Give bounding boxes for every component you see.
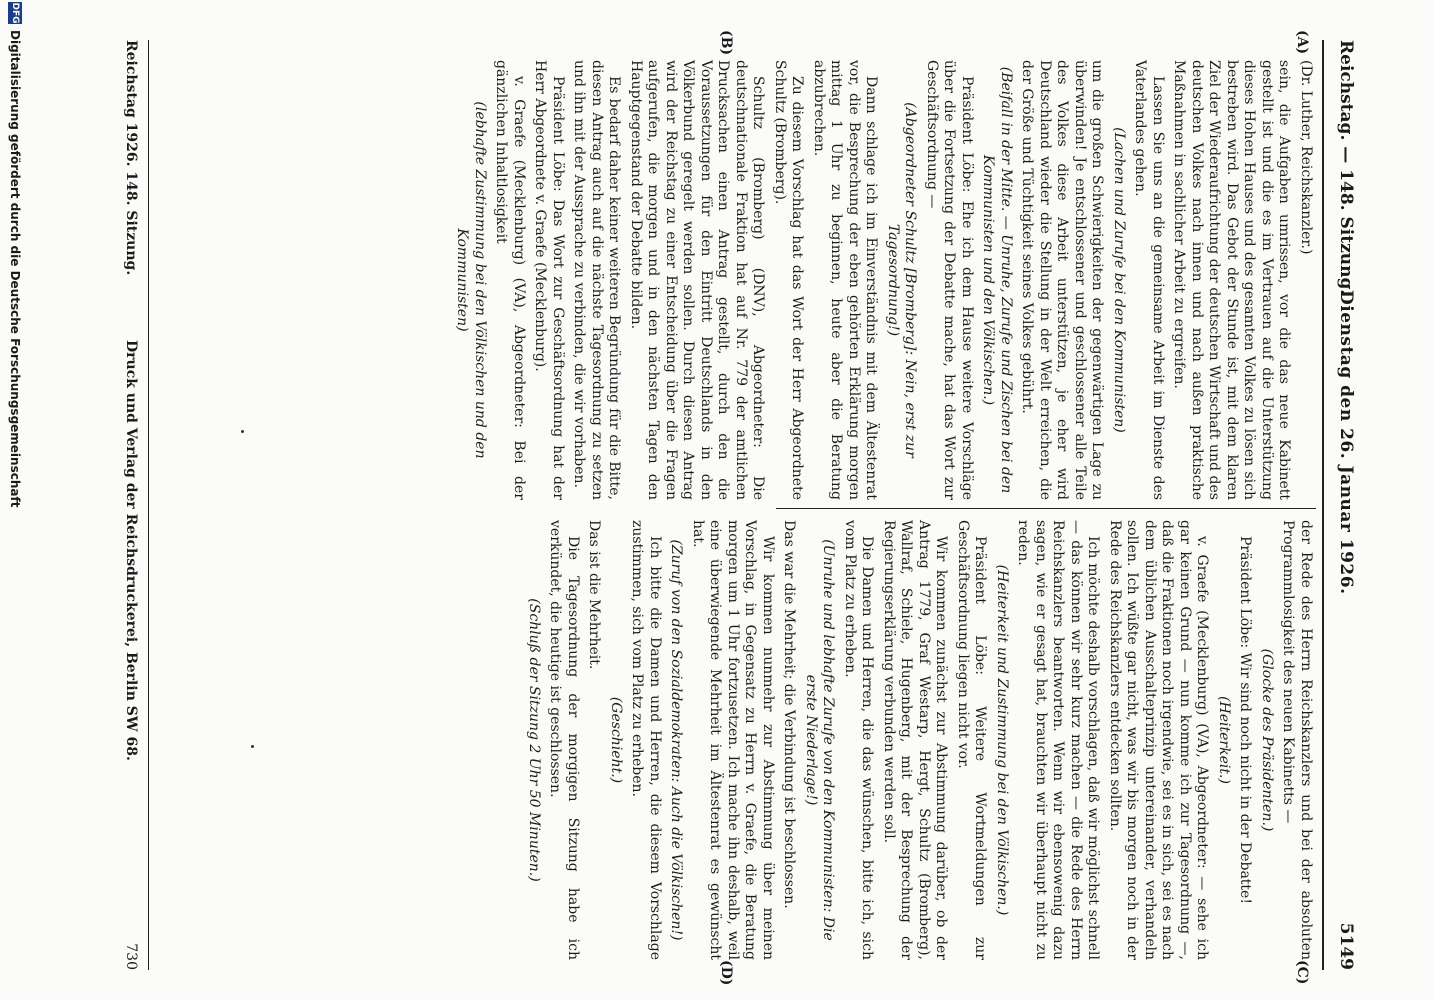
paragraph: Das war die Mehrheit; die Verbindung ist beschlossen. bbox=[781, 520, 798, 909]
paragraph: v. Graefe (Mecklenburg) (VA), Abgeordneter: — sehe ich gar keinen Grund — nun komme ich zur Tagesordnung —, daß die Fraktionen noch irgendwie, sei es in sich, sei es nach dem üblichen Ausschalteprinzip untereinander, verhandeln sollen. Ich wüßte gar nicht, was wir bis morgen noch in der Rede des Reichskanzlers entdecken sollten. bbox=[1107, 520, 1211, 960]
page-footer bbox=[109, 40, 139, 970]
paragraph: sein, die Aufgaben umrissen, vor die das neue Kabinett gestellt ist und die es im Vertrauen auf die Unterstützung dieses Hohen Hauses und des gesamten Volkes zu lösen sich bestreben wird. Das Gebot der Stunde ist, mit dem klaren Ziel der Wiederaufrichtung der deutschen Wirtschaft und des deutschen Volkes nach innen und nach außen praktische Maßnahmen in sachlicher Arbeit zu ergreifen. bbox=[1171, 60, 1293, 500]
paragraph: Wir kommen nunmehr zur Abstimmung über meinen Vorschlag, in Gegensatz zu Herrn v. Graefe, die Beratung morgen um 1 Uhr fortzusetzen. Ich mache ihn deshalb, weil eine überwiegende Mehrheit im Ältestenrat es gewünscht hat. bbox=[690, 520, 776, 960]
dfg-credit bbox=[4, 0, 24, 1000]
margin-mark-a: (A) bbox=[1294, 30, 1310, 55]
paragraph: Die Tagesordnung der morgigen Sitzung habe ich verkündet, die heutige ist geschlossen. bbox=[547, 520, 581, 960]
paragraph: Zu diesem Vorschlag hat das Wort der Herr Abgeordnete Schultz (Bromberg). bbox=[772, 60, 806, 500]
margin-mark-b: (B) bbox=[718, 30, 734, 56]
interjection: (Beifall in der Mitte. — Unruhe, Zurufe und Zischen bei den Kommunisten und den Völkischen.) bbox=[980, 66, 1014, 494]
paragraph: Es bedarf daher keiner weiteren Begründung für die Bitte, diesen Antrag auch auf die nächste Tagesordnung zu setzen und ihn mit der Aussprache zu verbinden, die wir vorhaben. bbox=[571, 60, 623, 500]
footer-session: Reichstag 1926. 148. Sitzung. bbox=[123, 40, 139, 276]
paragraph: v. Graefe (Mecklenburg) (VA), Abgeordneter: Bei der gänzlichen Inhaltlosigkeit bbox=[493, 60, 527, 500]
paragraph: Das ist die Mehrheit. bbox=[586, 520, 603, 670]
header-session: Reichstag. — 148. Sitzung. bbox=[1336, 40, 1356, 296]
paragraph: Ich möchte deshalb vorschlagen, daß wir möglichst schnell — das können wir sehr kurz machen — die Rede des Herrn Reichskanzlers beantworten. Wenn wir ebensowenig dazu sagen, wie er gesagt hat, brauchten wir überhaupt nicht zu reden. bbox=[1015, 520, 1102, 960]
dfg-credit-text: Digitalisierung gefördert durch die Deutsche Forschungsgemeinschaft bbox=[8, 30, 22, 508]
interjection: (lebhafte Zustimmung bei den Völkischen und den Kommunisten) bbox=[454, 101, 488, 459]
paragraph: Präsident Löbe: Das Wort zur Geschäftsordnung hat der Herr Abgeordnete v. Graefe (Mecklenburg). bbox=[532, 60, 566, 500]
margin-mark-c: (C) bbox=[1294, 960, 1310, 985]
paragraph: Präsident Löbe: Wir sind noch nicht in der Debatte! bbox=[1237, 536, 1254, 904]
paragraph: Dann schlage ich im Einverständnis mit dem Ältestenrat vor, die Besprechung der eben gehörten Erklärung morgen mittag 1 Uhr zu beginnen, heute aber die Beratung abzubrechen. bbox=[811, 60, 880, 500]
column-divider bbox=[776, 508, 1316, 509]
interjection: (Glocke des Präsidenten.) bbox=[1259, 648, 1275, 832]
right-column bbox=[521, 520, 1315, 960]
paragraph: der Rede des Herrn Reichskanzlers und bei der absoluten Programmlosigkeit des neuen Kabinetts — bbox=[1280, 520, 1314, 960]
interjection: (Zuruf von den Sozialdemokraten: Auch die Völkischen!) bbox=[668, 539, 685, 941]
paragraph: Präsident Löbe: Weitere Wortmeldungen zur Geschäftsordnung liegen nicht vor. bbox=[955, 520, 989, 960]
footer-page-number: 730 bbox=[123, 943, 139, 970]
header-page-number: 5149 bbox=[1336, 922, 1356, 970]
paragraph: (Dr. Luther, Reichskanzler.) bbox=[1298, 60, 1314, 255]
interjection: (Heiterkeit.) bbox=[1216, 696, 1232, 784]
interjection: (Abgeordneter Schultz [Bromberg]: Nein, erst zur Tagesordnung!) bbox=[885, 102, 919, 458]
interjection: (Lachen und Zurufe bei den Kommunisten) bbox=[1111, 127, 1127, 433]
dfg-logo-icon: DFG bbox=[10, 2, 20, 24]
paragraph: Lassen Sie uns an die gemeinsame Arbeit im Dienste des Vaterlandes gehen. bbox=[1132, 60, 1166, 500]
footer-rule bbox=[148, 40, 149, 970]
paragraph: um die großen Schwierigkeiten der gegenwärtigen Lage zu überwinden! Je entschlossener und geschlossener alle Teile des Volkes diese Arbeit unterstützen, je eher wird Deutschland wieder die Stellung in der Welt erreichen, die der Größe und Tüchtigkeit seines Volkes gebührt. bbox=[1019, 60, 1106, 500]
paragraph: Präsident Löbe: Ehe ich dem Hause weitere Vorschläge über die Fortsetzung der Debatte mache, hat das Wort zur Geschäftsordnung — bbox=[924, 60, 975, 500]
paragraph: Die Damen und Herren, die das wünschen, bitte ich, sich vom Platz zu erheben. bbox=[842, 520, 876, 960]
interjection: (Schluß der Sitzung 2 Uhr 50 Minuten.) bbox=[526, 598, 542, 882]
interjection: (Geschieht.) bbox=[608, 696, 624, 784]
scan-speck bbox=[251, 745, 254, 748]
scan-speck bbox=[241, 430, 244, 433]
paragraph: Wir kommen zunächst zur Abstimmung darüber, ob der Antrag 1779, Graf Westarp, Hergt, Schultz (Bromberg), Wallraf, Schiele, Hugenberg, mit der Besprechung der Regierungserklärung verbunden werden soll. bbox=[881, 520, 950, 960]
footer-printer: Druck und Verlag der Reichsdruckerei, Berlin SW 68. bbox=[123, 340, 139, 761]
page-header bbox=[1322, 40, 1364, 970]
paragraph: Schultz (Bromberg) (DNV), Abgeordneter: Die deutschnationale Fraktion hat auf Nr. 779 der amtlichen Drucksachen einen Antrag gestellt, durch den die Voraussetzungen für den Eintritt Deutschlands in den Völkerbund geregelt werden sollen. Durch diesen Antrag wird der Reichstag zu einer Entscheidung über die Fragen aufgerufen, die morgen und in den nächsten Tagen den Hauptgegenstand der Debatte bilden. bbox=[628, 60, 767, 500]
left-column bbox=[449, 60, 1314, 500]
header-date: Dienstag den 26. Januar 1926. bbox=[1336, 290, 1356, 595]
paragraph: Ich bitte die Damen und Herren, die diesem Vorschlage zustimmen, sich vom Platz zu erheben. bbox=[629, 520, 663, 960]
interjection: (Unruhe und lebhafte Zurufe von den Kommunisten: Die erste Niederlage!) bbox=[803, 539, 837, 941]
interjection: (Heiterkeit und Zustimmung bei den Völkischen.) bbox=[994, 564, 1010, 916]
margin-mark-d: (D) bbox=[718, 960, 734, 986]
